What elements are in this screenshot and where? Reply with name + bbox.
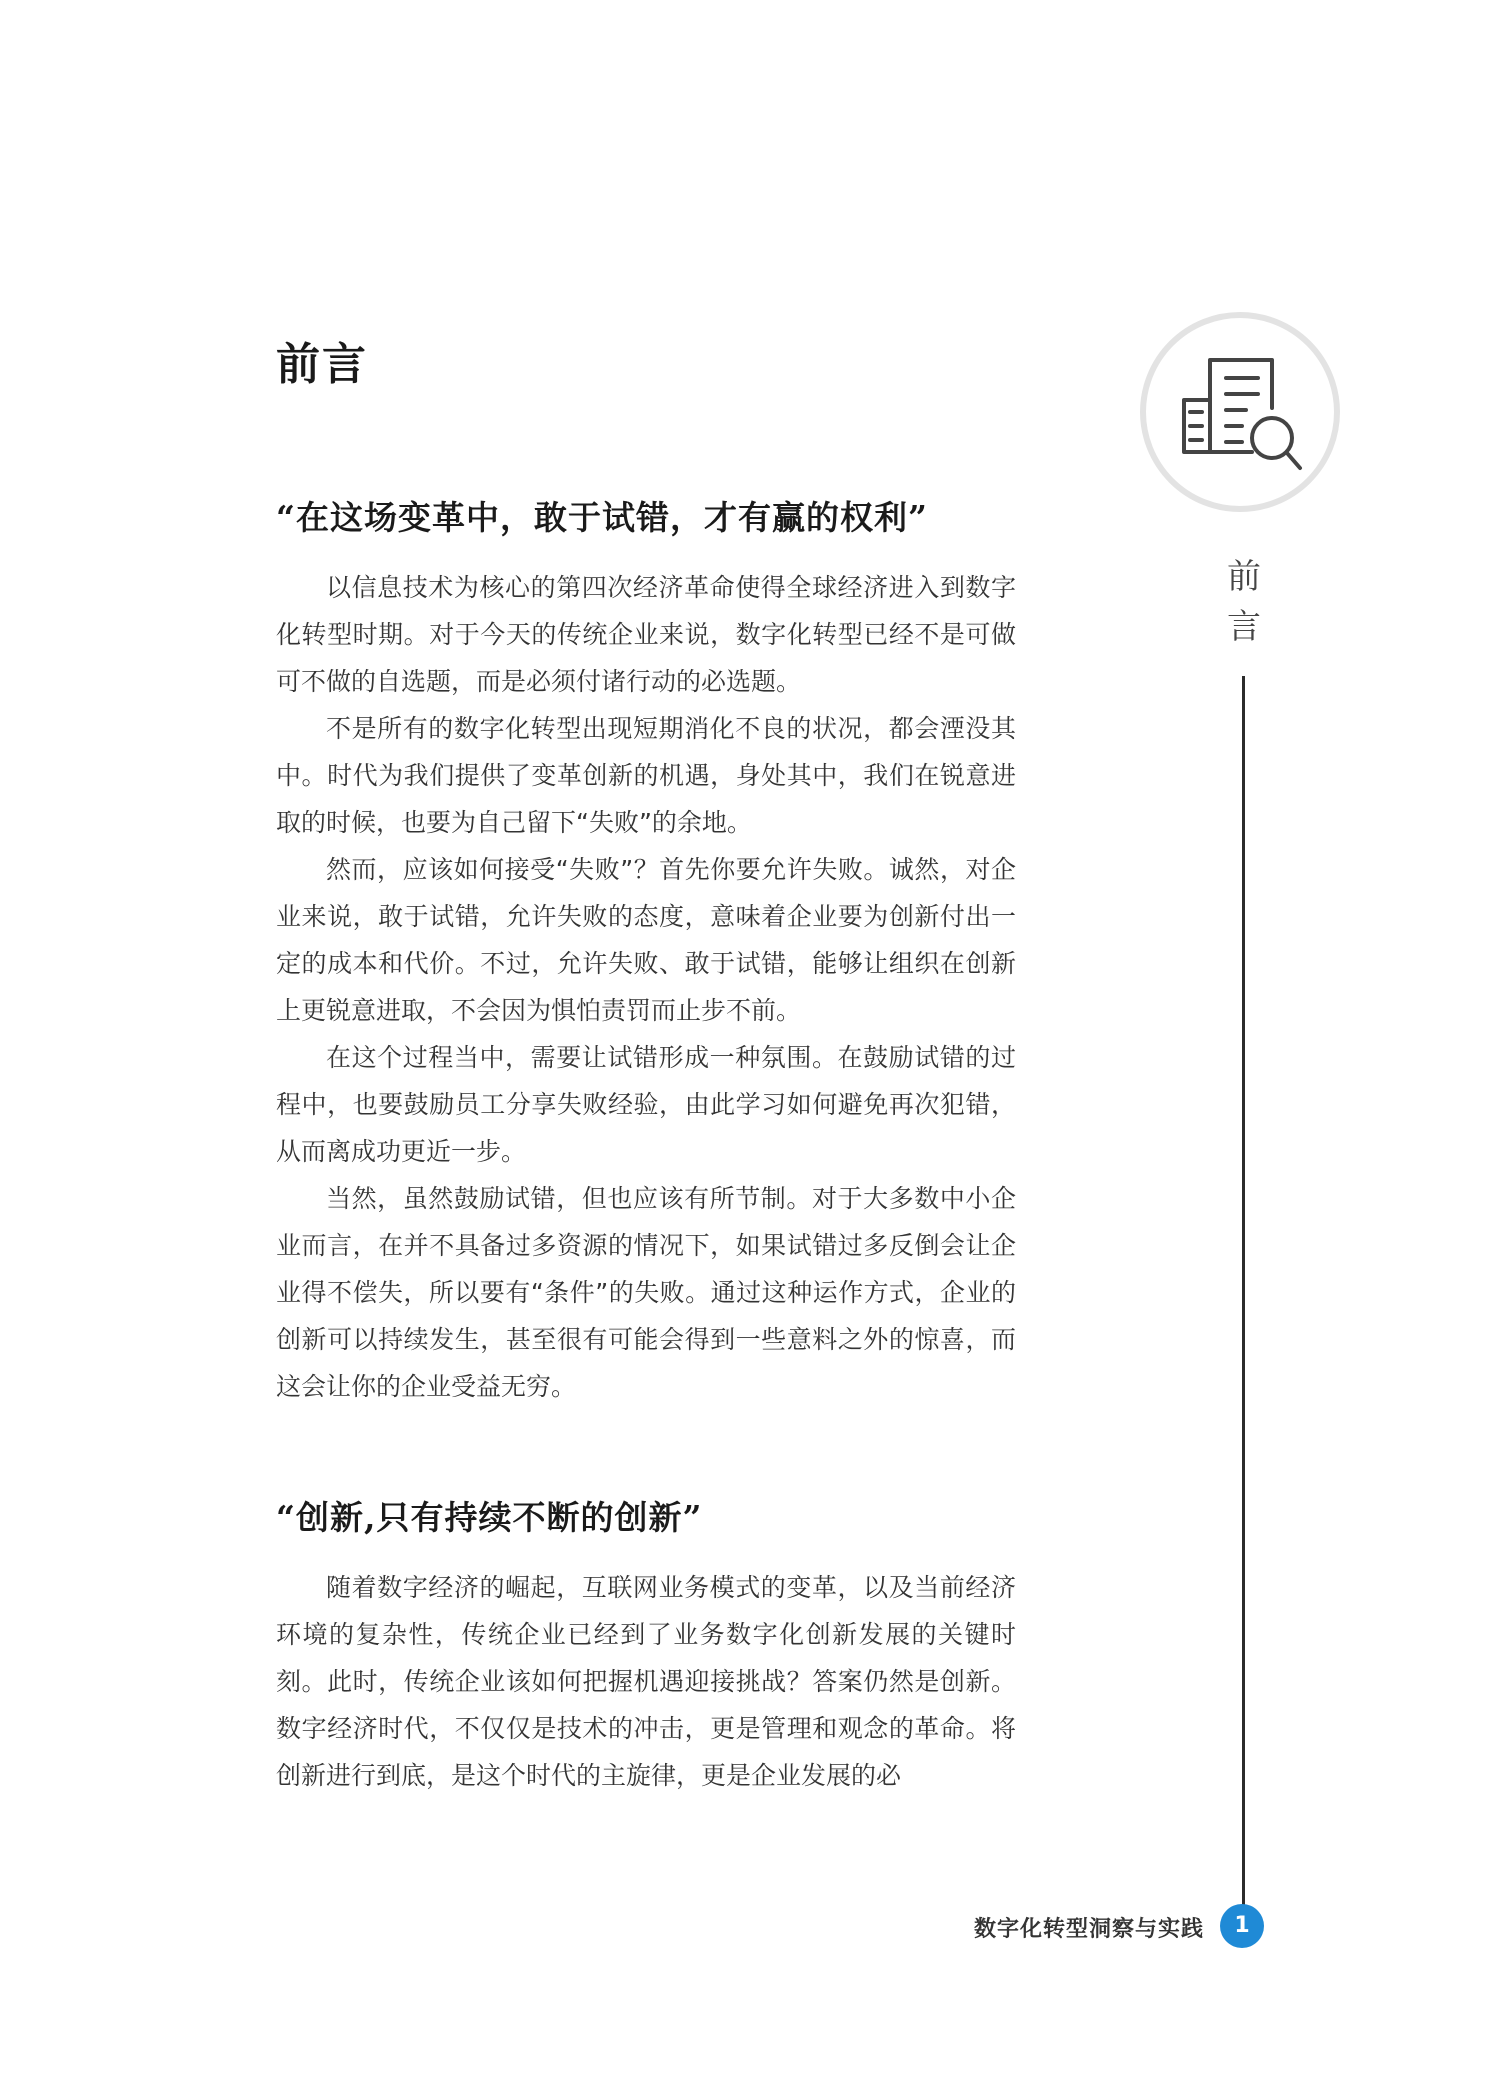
section-heading: “在这场变革中，敢于试错，才有赢的权利”: [276, 498, 928, 537]
side-divider-line: [1242, 676, 1245, 1926]
paragraph: 以信息技术为核心的第四次经济革命使得全球经济进入到数字化转型时期。对于今天的传统企业来说，数字化转型已经不是可做可不做的自选题，而是必须付诸行动的必选题。: [276, 573, 1016, 696]
document-search-icon: [1180, 356, 1304, 476]
footer-book-title: 数字化转型洞察与实践: [973, 1917, 1204, 1942]
chapter-icon-badge: [1140, 312, 1340, 512]
page-title: 前言: [276, 339, 368, 390]
preface-content: [276, 492, 1016, 1799]
page-number-badge: 1: [1220, 1904, 1264, 1948]
section-heading: “创新,只有持续不断的创新”: [276, 1498, 703, 1537]
section-trial-and-error: [276, 492, 1016, 1410]
side-chapter-label: 前言: [1227, 557, 1261, 647]
paragraph: 不是所有的数字化转型出现短期消化不良的状况，都会湮没其中。时代为我们提供了变革创新的机遇，身处其中，我们在锐意进取的时候，也要为自己留下“失败”的余地。: [276, 714, 1016, 837]
paragraph: 当然，虽然鼓励试错，但也应该有所节制。对于大多数中小企业而言，在并不具备过多资源的情况下，如果试错过多反倒会让企业得不偿失，所以要有“条件”的失败。通过这种运作方式，企业的创新可以持续发生，甚至很有可能会得到一些意料之外的惊喜，而这会让你的企业受益无穷。: [276, 1184, 1016, 1401]
section-continuous-innovation: [276, 1492, 1016, 1799]
paragraph: 然而，应该如何接受“失败”？首先你要允许失败。诚然，对企业来说，敢于试错，允许失败的态度，意味着企业要为创新付出一定的成本和代价。不过，允许失败、敢于试错，能够让组织在创新上更锐意进取，不会因为惧怕责罚而止步不前。: [276, 855, 1016, 1025]
paragraph: 在这个过程当中，需要让试错形成一种氛围。在鼓励试错的过程中，也要鼓励员工分享失败经验，由此学习如何避免再次犯错，从而离成功更近一步。: [276, 1043, 1016, 1166]
paragraph: 随着数字经济的崛起，互联网业务模式的变革，以及当前经济环境的复杂性，传统企业已经到了业务数字化创新发展的关键时刻。此时，传统企业该如何把握机遇迎接挑战？答案仍然是创新。数字经济时代，不仅仅是技术的冲击，更是管理和观念的革命。将创新进行到底，是这个时代的主旋律，更是企业发展的必: [276, 1573, 1016, 1790]
